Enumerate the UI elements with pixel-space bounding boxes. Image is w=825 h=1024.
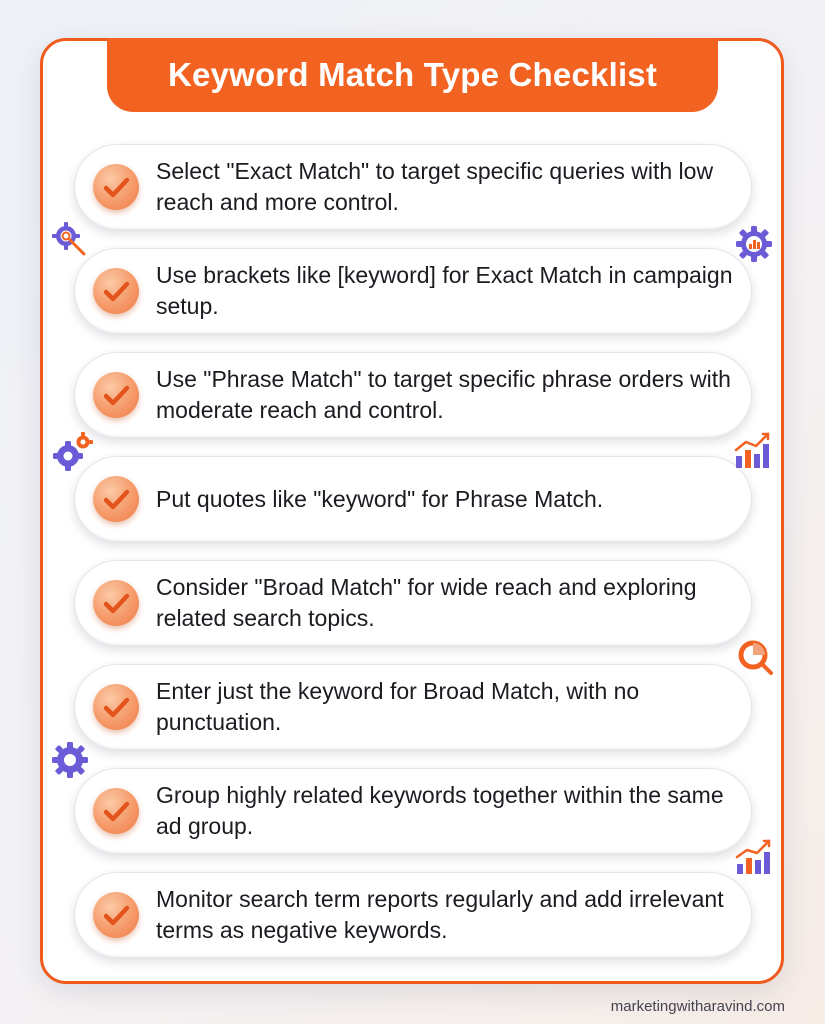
checklist-item: [74, 248, 752, 334]
check-icon: [93, 268, 139, 314]
checklist-item: [74, 664, 752, 750]
check-icon: [93, 372, 139, 418]
checklist-item-text: Use "Phrase Match" to target specific phrase orders with moderate reach and control.: [156, 366, 731, 423]
checklist-item-text: Select "Exact Match" to target specific queries with low reach and more control.: [156, 158, 714, 215]
checklist-item-text: Put quotes like "keyword" for Phrase Match.: [156, 485, 604, 512]
checklist-item: [74, 352, 752, 438]
checklist-item: [74, 456, 752, 542]
bar-chart-icon: [734, 838, 774, 876]
footer-website: marketingwitharavind.com: [610, 998, 785, 1015]
gear-chart-icon: [734, 224, 774, 264]
bar-chart-icon: [732, 430, 774, 470]
checklist-item: [74, 872, 752, 958]
check-icon: [93, 892, 139, 938]
page-title: Keyword Match Type Checklist: [167, 56, 658, 93]
checklist-item-text: Use brackets like [keyword] for Exact Match in campaign setup.: [156, 262, 733, 319]
checklist-item: [74, 768, 752, 854]
check-icon: [93, 580, 139, 626]
check-icon: [93, 164, 139, 210]
check-icon: [93, 684, 139, 730]
checklist-item-text: Monitor search term reports regularly and add irrelevant terms as negative keywords.: [156, 886, 724, 943]
checklist-item: [74, 144, 752, 230]
gear-search-icon: [52, 222, 88, 258]
title-banner: [107, 38, 718, 112]
checklist-item: [74, 560, 752, 646]
checklist-item-text: Consider "Broad Match" for wide reach and exploring related search topics.: [156, 574, 697, 631]
check-icon: [93, 476, 139, 522]
checklist-item-text: Enter just the keyword for Broad Match, with no punctuation.: [156, 678, 640, 735]
pie-search-icon: [738, 640, 774, 676]
checklist-item-text: Group highly related keywords together within the same ad group.: [156, 782, 724, 839]
gear-icon: [50, 740, 90, 780]
gears-icon: [52, 432, 94, 472]
check-icon: [93, 788, 139, 834]
